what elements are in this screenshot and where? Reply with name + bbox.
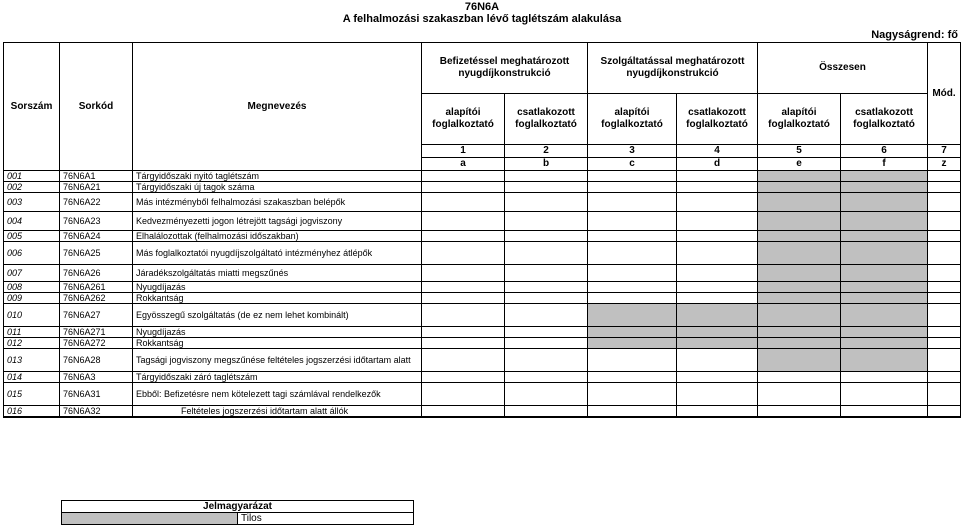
form-code: 76N6A — [464, 1, 500, 13]
cell-input[interactable] — [588, 293, 677, 304]
header-alapitoi: alapítói foglalkoztató — [422, 94, 505, 145]
cell-forbidden — [841, 327, 928, 338]
cell-input[interactable] — [928, 212, 961, 231]
cell-input[interactable] — [505, 182, 588, 193]
cell-input[interactable] — [841, 372, 928, 383]
row-name: Tagsági jogviszony megszűnése feltételes jogszerzési időtartam alatt — [133, 349, 422, 372]
cell-input[interactable] — [928, 171, 961, 182]
col-letter: e — [758, 158, 841, 171]
page-title: A felhalmozási szakaszban lévő taglétszám alakulása — [342, 13, 622, 25]
row-code: 76N6A28 — [60, 349, 133, 372]
header-csatlakozott: csatlakozott foglalkoztató — [677, 94, 758, 145]
cell-input[interactable] — [677, 231, 758, 242]
cell-forbidden — [841, 304, 928, 327]
header-csatlakozott: csatlakozott foglalkoztató — [505, 94, 588, 145]
cell-input[interactable] — [422, 182, 505, 193]
col-letter: f — [841, 158, 928, 171]
cell-input[interactable] — [588, 383, 677, 406]
cell-input[interactable] — [422, 282, 505, 293]
cell-input[interactable] — [928, 231, 961, 242]
row-name: Nyugdíjazás — [133, 282, 422, 293]
row-code: 76N6A31 — [60, 383, 133, 406]
row-number: 010 — [4, 304, 60, 327]
cell-input[interactable] — [422, 338, 505, 349]
cell-input[interactable] — [928, 406, 961, 418]
col-letter: a — [422, 158, 505, 171]
cell-input[interactable] — [505, 383, 588, 406]
cell-forbidden — [588, 304, 677, 327]
cell-input[interactable] — [677, 383, 758, 406]
col-number: 5 — [758, 145, 841, 158]
cell-input[interactable] — [928, 349, 961, 372]
cell-forbidden — [841, 231, 928, 242]
cell-input[interactable] — [422, 171, 505, 182]
cell-input[interactable] — [677, 406, 758, 418]
cell-input[interactable] — [928, 383, 961, 406]
col-letter: c — [588, 158, 677, 171]
col-number: 7 — [928, 145, 961, 158]
cell-forbidden — [841, 193, 928, 212]
row-code: 76N6A27 — [60, 304, 133, 327]
cell-input[interactable] — [677, 293, 758, 304]
unit-label: Nagyságrend: fő — [871, 29, 958, 41]
row-code: 76N6A271 — [60, 327, 133, 338]
cell-forbidden — [758, 182, 841, 193]
row-code: 76N6A32 — [60, 406, 133, 418]
row-code: 76N6A24 — [60, 231, 133, 242]
cell-input[interactable] — [422, 242, 505, 265]
cell-input[interactable] — [677, 349, 758, 372]
cell-input[interactable] — [588, 182, 677, 193]
row-name: Nyugdíjazás — [133, 327, 422, 338]
cell-input[interactable] — [505, 327, 588, 338]
cell-input[interactable] — [505, 372, 588, 383]
col-letter: d — [677, 158, 758, 171]
cell-input[interactable] — [505, 265, 588, 282]
cell-forbidden — [758, 171, 841, 182]
row-number: 016 — [4, 406, 60, 418]
row-code: 76N6A21 — [60, 182, 133, 193]
row-name: Elhalálozottak (felhalmozási időszakban) — [133, 231, 422, 242]
cell-input[interactable] — [677, 265, 758, 282]
row-code: 76N6A23 — [60, 212, 133, 231]
legend — [61, 500, 414, 525]
cell-input[interactable] — [422, 193, 505, 212]
cell-input[interactable] — [588, 242, 677, 265]
row-name: Tárgyidőszaki nyitó taglétszám — [133, 171, 422, 182]
legend-swatch-forbidden — [62, 513, 238, 525]
col-number: 2 — [505, 145, 588, 158]
row-code: 76N6A1 — [60, 171, 133, 182]
header-alapitoi: alapítói foglalkoztató — [758, 94, 841, 145]
cell-input[interactable] — [422, 372, 505, 383]
cell-input[interactable] — [928, 265, 961, 282]
row-code: 76N6A272 — [60, 338, 133, 349]
row-code: 76N6A262 — [60, 293, 133, 304]
cell-forbidden — [758, 265, 841, 282]
cell-input[interactable] — [505, 293, 588, 304]
header-group-befizetes: Befizetéssel meghatározott nyugdíjkonstrukció — [422, 43, 588, 94]
cell-forbidden — [758, 231, 841, 242]
cell-forbidden — [841, 212, 928, 231]
row-number: 013 — [4, 349, 60, 372]
legend-label-forbidden: Tilos — [238, 513, 414, 525]
cell-input[interactable] — [505, 231, 588, 242]
cell-input[interactable] — [588, 282, 677, 293]
row-number: 001 — [4, 171, 60, 182]
cell-input[interactable] — [677, 372, 758, 383]
cell-input[interactable] — [505, 338, 588, 349]
row-name: Rokkantság — [133, 338, 422, 349]
cell-input[interactable] — [928, 372, 961, 383]
cell-forbidden — [841, 242, 928, 265]
cell-input[interactable] — [588, 231, 677, 242]
cell-input[interactable] — [677, 182, 758, 193]
cell-input[interactable] — [588, 406, 677, 418]
row-number: 008 — [4, 282, 60, 293]
row-number: 005 — [4, 231, 60, 242]
cell-input[interactable] — [588, 372, 677, 383]
cell-input[interactable] — [422, 383, 505, 406]
cell-input[interactable] — [422, 304, 505, 327]
header-group-szolgaltatas: Szolgáltatással meghatározott nyugdíjkonstrukció — [588, 43, 758, 94]
header-megnevezes: Megnevezés — [133, 43, 422, 171]
header-mod: Mód. — [928, 43, 961, 145]
col-number: 6 — [841, 145, 928, 158]
row-number: 006 — [4, 242, 60, 265]
row-code: 76N6A25 — [60, 242, 133, 265]
cell-input[interactable] — [588, 193, 677, 212]
row-name: Rokkantság — [133, 293, 422, 304]
cell-input[interactable] — [422, 327, 505, 338]
row-name: Más foglalkoztatói nyugdíjszolgáltató intézményhez átlépők — [133, 242, 422, 265]
cell-input[interactable] — [677, 212, 758, 231]
header-sorszam: Sorszám — [4, 43, 60, 171]
cell-input[interactable] — [422, 406, 505, 418]
cell-input[interactable] — [928, 242, 961, 265]
row-name: Más intézményből felhalmozási szakaszban belépők — [133, 193, 422, 212]
cell-forbidden — [758, 338, 841, 349]
row-name: Járadékszolgáltatás miatti megszűnés — [133, 265, 422, 282]
cell-forbidden — [841, 265, 928, 282]
row-number: 007 — [4, 265, 60, 282]
col-number: 4 — [677, 145, 758, 158]
cell-input[interactable] — [928, 304, 961, 327]
cell-forbidden — [758, 293, 841, 304]
header-sorkod: Sorkód — [60, 43, 133, 171]
row-number: 015 — [4, 383, 60, 406]
cell-input[interactable] — [505, 406, 588, 418]
legend-title: Jelmagyarázat — [62, 501, 414, 513]
cell-input[interactable] — [588, 349, 677, 372]
cell-input[interactable] — [677, 282, 758, 293]
row-number: 003 — [4, 193, 60, 212]
cell-input[interactable] — [422, 212, 505, 231]
cell-input[interactable] — [928, 193, 961, 212]
cell-input[interactable] — [505, 242, 588, 265]
col-number: 3 — [588, 145, 677, 158]
cell-forbidden — [758, 349, 841, 372]
cell-input[interactable] — [677, 242, 758, 265]
row-code: 76N6A3 — [60, 372, 133, 383]
cell-forbidden — [758, 327, 841, 338]
cell-forbidden — [677, 338, 758, 349]
cell-input[interactable] — [928, 293, 961, 304]
cell-forbidden — [677, 304, 758, 327]
cell-input[interactable] — [928, 182, 961, 193]
row-code: 76N6A261 — [60, 282, 133, 293]
row-code: 76N6A26 — [60, 265, 133, 282]
row-name: Feltételes jogszerzési időtartam alatt állók — [133, 406, 422, 418]
cell-forbidden — [677, 327, 758, 338]
cell-input[interactable] — [588, 265, 677, 282]
cell-forbidden — [758, 193, 841, 212]
cell-input[interactable] — [588, 212, 677, 231]
cell-forbidden — [588, 327, 677, 338]
data-table — [3, 42, 961, 418]
cell-input[interactable] — [505, 193, 588, 212]
cell-forbidden — [841, 349, 928, 372]
row-name: Ebből: Befizetésre nem kötelezett tagi számlával rendelkezők — [133, 383, 422, 406]
header-csatlakozott: csatlakozott foglalkoztató — [841, 94, 928, 145]
col-letter: b — [505, 158, 588, 171]
cell-input[interactable] — [422, 293, 505, 304]
cell-input[interactable] — [758, 372, 841, 383]
cell-input[interactable] — [928, 282, 961, 293]
cell-input[interactable] — [841, 383, 928, 406]
cell-input[interactable] — [841, 406, 928, 418]
cell-input[interactable] — [505, 349, 588, 372]
cell-forbidden — [758, 304, 841, 327]
cell-forbidden — [588, 338, 677, 349]
cell-forbidden — [841, 293, 928, 304]
row-name: Tárgyidőszaki új tagok száma — [133, 182, 422, 193]
row-number: 002 — [4, 182, 60, 193]
cell-forbidden — [841, 282, 928, 293]
cell-input[interactable] — [928, 338, 961, 349]
row-number: 009 — [4, 293, 60, 304]
row-number: 012 — [4, 338, 60, 349]
cell-forbidden — [841, 171, 928, 182]
cell-input[interactable] — [677, 193, 758, 212]
cell-input[interactable] — [505, 282, 588, 293]
header-alapitoi: alapítói foglalkoztató — [588, 94, 677, 145]
cell-input[interactable] — [505, 212, 588, 231]
cell-input[interactable] — [588, 171, 677, 182]
cell-input[interactable] — [758, 383, 841, 406]
cell-forbidden — [758, 282, 841, 293]
cell-input[interactable] — [677, 171, 758, 182]
col-number: 1 — [422, 145, 505, 158]
cell-input[interactable] — [422, 231, 505, 242]
row-name: Kedvezményezetti jogon létrejött tagsági jogviszony — [133, 212, 422, 231]
col-letter: z — [928, 158, 961, 171]
row-code: 76N6A22 — [60, 193, 133, 212]
row-number: 004 — [4, 212, 60, 231]
cell-input[interactable] — [422, 349, 505, 372]
cell-forbidden — [841, 338, 928, 349]
cell-input[interactable] — [505, 304, 588, 327]
row-name: Tárgyidőszaki záró taglétszám — [133, 372, 422, 383]
cell-forbidden — [758, 242, 841, 265]
cell-input[interactable] — [928, 327, 961, 338]
cell-input[interactable] — [422, 265, 505, 282]
cell-forbidden — [841, 182, 928, 193]
header-group-osszesen: Összesen — [758, 43, 928, 94]
cell-input[interactable] — [505, 171, 588, 182]
cell-input[interactable] — [758, 406, 841, 418]
row-number: 011 — [4, 327, 60, 338]
row-number: 014 — [4, 372, 60, 383]
row-name: Egyösszegű szolgáltatás (de ez nem lehet kombinált) — [133, 304, 422, 327]
cell-forbidden — [758, 212, 841, 231]
